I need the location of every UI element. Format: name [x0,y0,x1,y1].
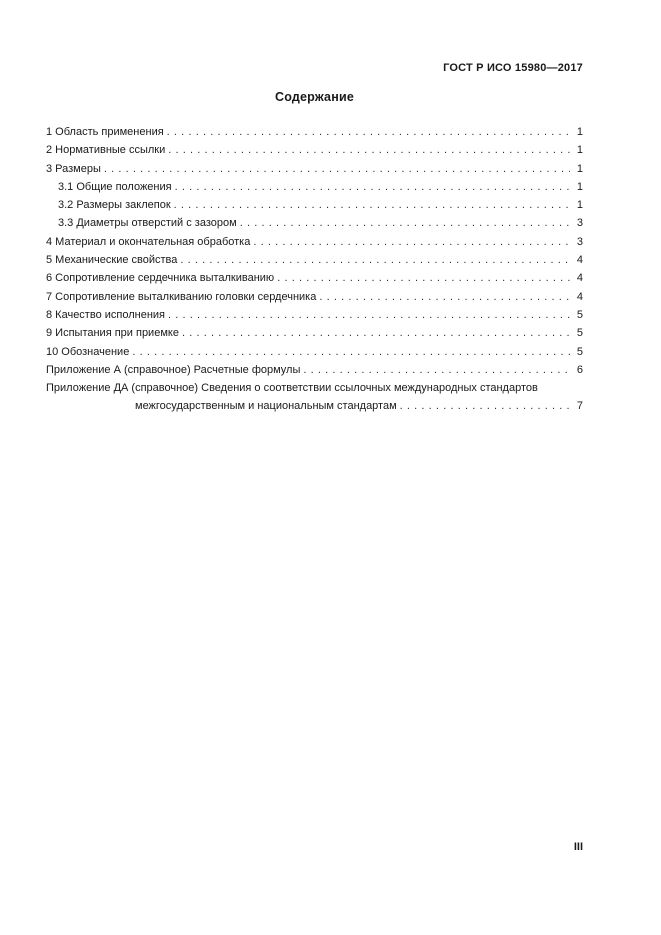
toc-entry-label: 5 Механические свойства [46,254,178,267]
toc-entry-page: 5 [576,327,583,340]
toc-leader-dots [174,196,570,214]
toc-entry [46,196,583,214]
toc-entry [46,178,583,196]
page-title: Содержание [274,90,354,104]
toc-entry-label: 1 Область применения [46,126,164,138]
toc-entry [46,269,583,287]
toc-entry [46,160,583,178]
toc-entry-page: 4 [576,272,583,285]
toc-entry-page: 6 [576,363,583,376]
toc-entry-label: межгосударственным и национальным стандартам [135,400,397,413]
toc-leader-dots [180,251,570,269]
toc-leader-dots [167,123,570,141]
toc-entry-page: 1 [576,180,583,193]
toc-leader-dots [168,141,570,159]
toc-leader-dots [175,178,570,196]
toc-entry [46,343,583,361]
toc-entry-label: 8 Качество исполнения [46,308,166,321]
doc-header-code: ГОСТ Р ИСО 15980—2017 [443,62,583,74]
toc-entry-label: 3.2 Размеры заклепок [58,199,171,212]
toc-entry-page: 4 [576,254,583,267]
toc-entry-label: 3.1 Общие положения [58,180,172,193]
toc-entry [46,214,583,232]
toc-leader-dots [400,397,570,415]
toc-entry-page: 1 [576,162,583,175]
toc-entry [46,233,583,251]
toc-entry-label: 7 Сопротивление выталкиванию головки сердечника [46,290,317,303]
toc-entry-label: 3 Размеры [46,162,101,175]
toc-entry [46,379,583,397]
toc-entry-page: 5 [576,345,583,358]
toc-entry-page: 1 [576,199,583,212]
page-number: III [573,841,583,853]
toc-entry-page: 4 [576,290,583,303]
toc-leader-dots [303,361,570,379]
toc-leader-dots [182,324,570,342]
toc-leader-dots [253,233,570,251]
toc-entry [46,361,583,379]
toc-leader-dots [277,269,570,287]
toc-entry-page: 7 [576,400,583,413]
toc-entry-page: 3 [576,217,583,230]
toc-entry-page: 3 [576,235,583,248]
toc-entry-label: 4 Материал и окончательная обработка [46,235,251,248]
toc-entry-label: Приложение А (справочное) Расчетные формулы [46,363,301,376]
toc-leader-dots [240,214,570,232]
toc-entry-label: 9 Испытания при приемке [46,327,179,340]
toc-entry-label: 6 Сопротивление сердечника выталкиванию [46,272,275,285]
toc-entry [46,141,583,159]
toc-entry-label: 10 Обозначение [46,345,130,358]
toc-entry [46,251,583,269]
toc-leader-dots [319,288,570,306]
toc-leader-dots [132,343,570,361]
toc-entry-page: 1 [576,144,583,157]
toc-entry-label: Приложение ДА (справочное) Сведения о соответствии ссылочных международных стандартов [46,382,538,395]
toc-leader-dots [104,160,570,178]
toc-entry [46,324,583,342]
toc-entry-label: 3.3 Диаметры отверстий с зазором [58,217,237,230]
toc-entry [46,397,583,415]
toc-entry-page: 5 [576,308,583,321]
toc-entry [46,123,583,141]
toc-entry [46,306,583,324]
toc-entry [46,288,583,306]
toc-entry-page: 1 [576,126,583,138]
toc-entry-label: 2 Нормативные ссылки [46,144,166,157]
toc-leader-dots [168,306,570,324]
toc [46,123,583,416]
